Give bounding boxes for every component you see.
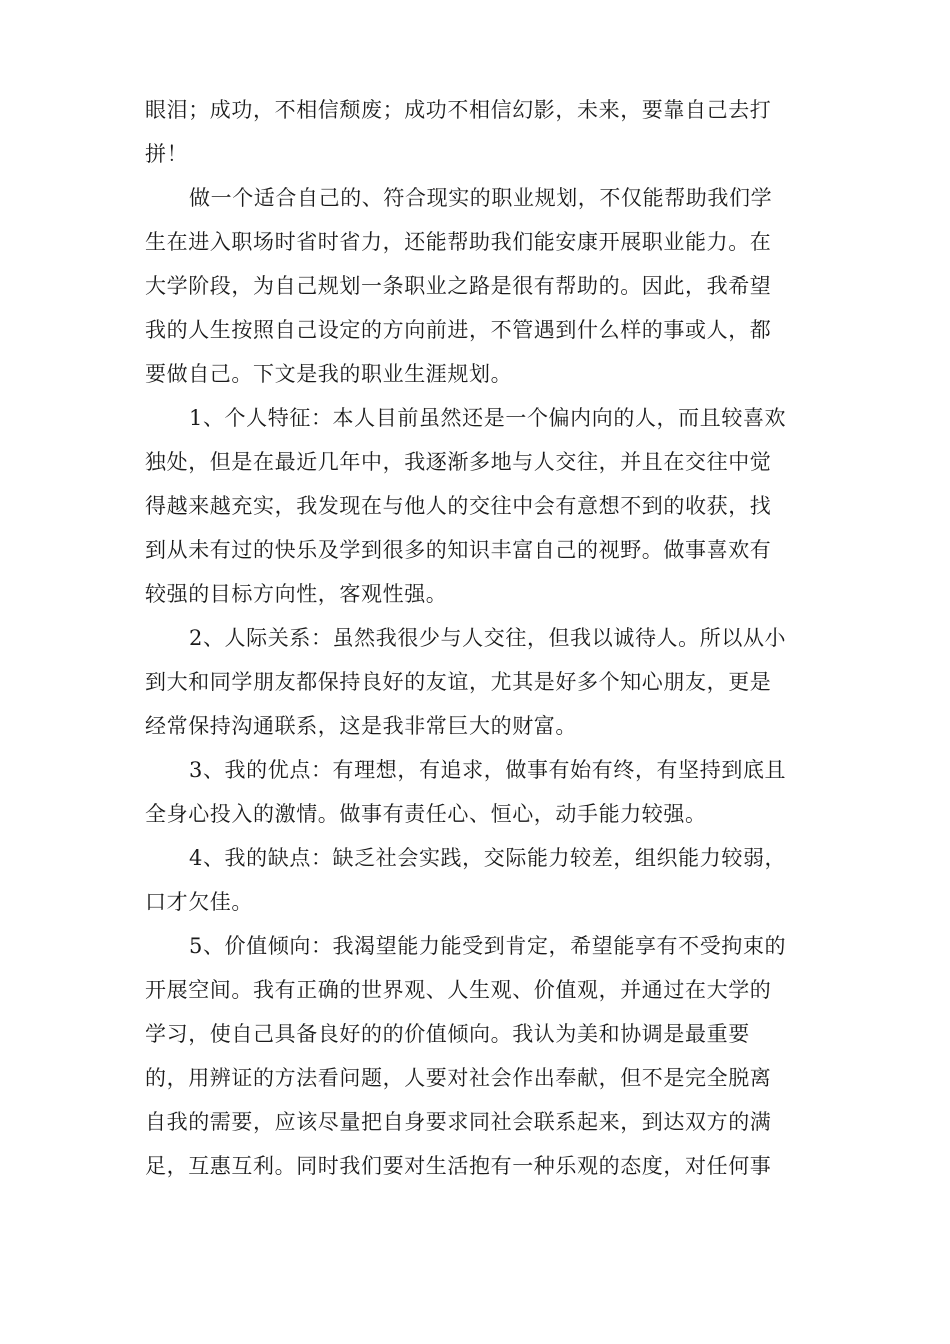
text-line: 独处，但是在最近几年中，我逐渐多地与人交往，并且在交往中觉 [145, 450, 772, 474]
text-line: 眼泪；成功，不相信颓废；成功不相信幻影，未来，要靠自己去打 [145, 98, 772, 122]
paragraph-first-line: 5、价值倾向：我渴望能力能受到肯定，希望能享有不受拘束的 [189, 934, 787, 958]
text-line: 足，互惠互利。同时我们要对生活抱有一种乐观的态度，对任何事 [145, 1154, 772, 1178]
text-line: 大学阶段，为自己规划一条职业之路是很有帮助的。因此，我希望 [145, 274, 772, 298]
paragraph-first-line: 4、我的缺点：缺乏社会实践，交际能力较差，组织能力较弱， [189, 846, 787, 870]
text-line: 到大和同学朋友都保持良好的友谊，尤其是好多个知心朋友，更是 [145, 670, 772, 694]
text-line: 较强的目标方向性，客观性强。 [145, 582, 448, 606]
paragraph-first-line: 1、个人特征：本人目前虽然还是一个偏内向的人，而且较喜欢 [189, 406, 787, 430]
text-line: 口才欠佳。 [145, 890, 253, 914]
text-line: 学习，使自己具备良好的的价值倾向。我认为美和协调是最重要 [145, 1022, 750, 1046]
text-line: 开展空间。我有正确的世界观、人生观、价值观，并通过在大学的 [145, 978, 772, 1002]
paragraph-first-line: 2、人际关系：虽然我很少与人交往，但我以诚待人。所以从小 [189, 626, 787, 650]
text-line: 的，用辨证的方法看问题，人要对社会作出奉献，但不是完全脱离 [145, 1066, 772, 1090]
text-line: 生在进入职场时省时省力，还能帮助我们能安康开展职业能力。在 [145, 230, 772, 254]
text-line: 我的人生按照自己设定的方向前进，不管遇到什么样的事或人，都 [145, 318, 772, 342]
text-line: 要做自己。下文是我的职业生涯规划。 [145, 362, 513, 386]
text-line: 到从未有过的快乐及学到很多的知识丰富自己的视野。做事喜欢有 [145, 538, 772, 562]
text-line: 全身心投入的激情。做事有责任心、恒心，动手能力较强。 [145, 802, 707, 826]
paragraph-first-line: 做一个适合自己的、符合现实的职业规划，不仅能帮助我们学 [189, 186, 773, 210]
text-line: 拼！ [145, 142, 189, 166]
paragraph-first-line: 3、我的优点：有理想，有追求，做事有始有终，有坚持到底且 [189, 758, 787, 782]
text-line: 自我的需要，应该尽量把自身要求同社会联系起来，到达双方的满 [145, 1110, 772, 1134]
text-line: 得越来越充实，我发现在与他人的交往中会有意想不到的收获，找 [145, 494, 772, 518]
text-line: 经常保持沟通联系，这是我非常巨大的财富。 [145, 714, 577, 738]
